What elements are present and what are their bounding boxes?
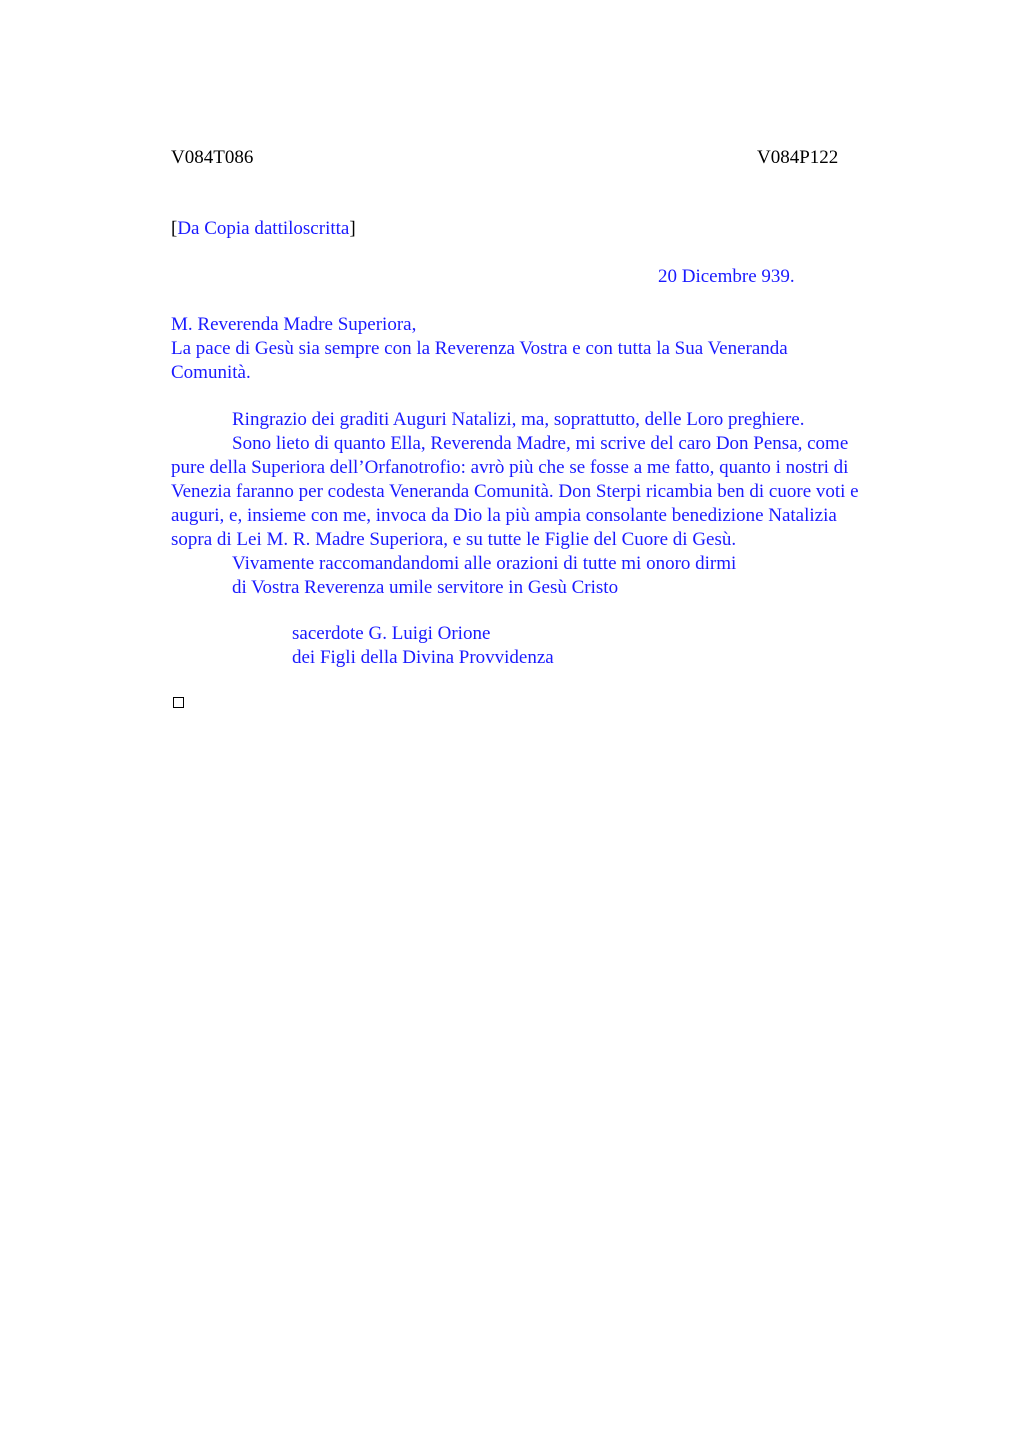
letter-date: 20 Dicembre 939. [658,266,795,287]
body-line: Sono lieto di quanto Ella, Reverenda Madre, mi scrive del caro Don Pensa, come [232,433,849,454]
source-open-bracket: [ [171,218,178,239]
document-code-left: V084T086 [171,147,254,168]
source-note [171,217,356,241]
salutation-line: La pace di Gesù sia sempre con la Reverenza Vostra e con tutta la Sua Veneranda [171,338,788,359]
letter-signature [292,622,554,670]
signature-name: sacerdote G. Luigi Orione [292,623,491,644]
letter-body [171,408,931,600]
signature-congregation: dei Figli della Divina Provvidenza [292,647,554,668]
body-line: di Vostra Reverenza umile servitore in Gesù Cristo [232,577,619,598]
salutation-line: Comunità. [171,362,251,383]
square-glyph-icon [173,697,184,708]
body-line: Ringrazio dei graditi Auguri Natalizi, ma, soprattutto, delle Loro preghiere. [232,409,805,430]
body-line: Venezia faranno per codesta Veneranda Comunità. Don Sterpi ricambia ben di cuore voti e [171,481,859,502]
letter-greeting: M. Reverenda Madre Superiora, [171,314,417,335]
document-code-right: V084P122 [757,147,839,168]
body-line: pure della Superiora dell’Orfanotrofio: avrò più che se fosse a me fatto, quanto i nostri di [171,457,849,478]
body-line: sopra di Lei M. R. Madre Superiora, e su tutte le Figlie del Cuore di Gesù. [171,529,737,550]
body-line: Vivamente raccomandandomi alle orazioni di tutte mi onoro dirmi [232,553,737,574]
source-close-bracket: ] [349,218,356,239]
source-text: Da Copia dattiloscritta [177,218,350,239]
body-line: auguri, e, insieme con me, invoca da Dio la più ampia consolante benedizione Natalizia [171,505,837,526]
letter-salutation [171,337,871,385]
